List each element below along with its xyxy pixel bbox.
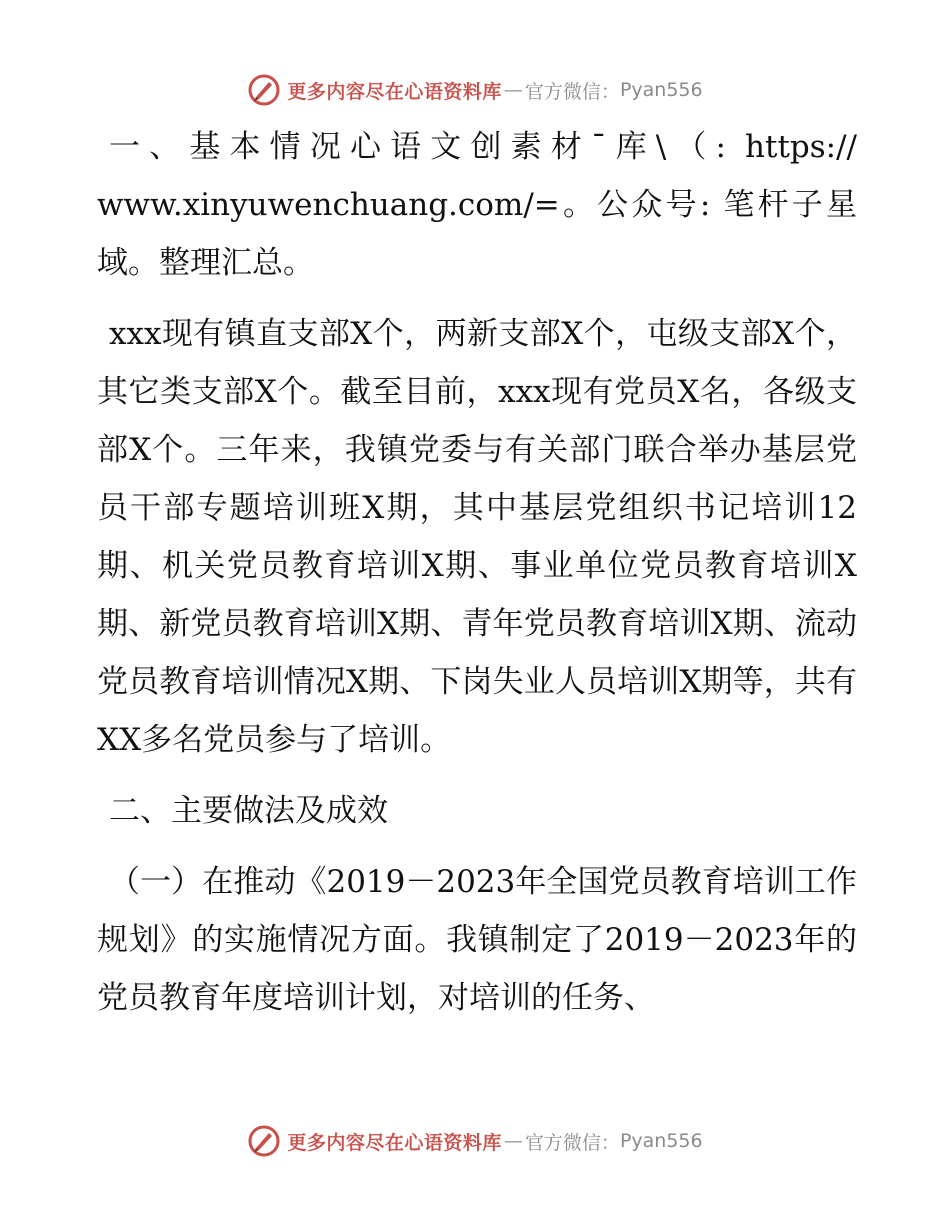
watermark-site-text: 更多内容尽在心语资料库 (287, 1131, 502, 1154)
watermark-wechat-label: 官方微信： (524, 1131, 620, 1154)
section-heading-practices: 二、主要做法及成效 (109, 793, 388, 829)
watermark-wechat-label: 官方微信： (524, 80, 620, 103)
paragraph-basic-situation: 一、基本情况心语文创素材¯库\（: https:// www.xinyuwenchuang.com/=。公众号: 笔杆子星域。整理汇总。 (97, 129, 857, 281)
watermark-separator: — (503, 79, 523, 101)
watermark-separator: — (503, 1130, 523, 1152)
watermark-wechat-id: Pyan556 (619, 1130, 703, 1152)
paragraph-implementation: （一）在推动《2019－2023年全国党员教育培训工作规划》的实施情况方面。我镇制定了2019－2023年的党员教育年度培训计划，对培训的任务、 (97, 864, 857, 1016)
footer-watermark (0, 1121, 950, 1161)
header-watermark (0, 70, 950, 110)
document-body (97, 118, 857, 1040)
quill-pen-seal-icon (247, 1124, 281, 1158)
watermark-wechat-id: Pyan556 (619, 79, 703, 101)
paragraph-statistics: xxx现有镇直支部X个，两新支部X个，屯级支部X个，其它类支部X个。截至目前，xxx现有党员X名，各级支部X个。三年来，我镇党委与有关部门联合举办基层党员干部专题培训班X期，其中基层党组织书记培训12期、机关党员教育培训X期、事业单位党员教育培训X期、新党员教育培训X期、青年党员教育培训X期、流动党员教育培训情况X期、下岗失业人员培训X期等，共有XX多名党员参与了培训。 (97, 316, 857, 758)
quill-pen-seal-icon (247, 73, 281, 107)
watermark-site-text: 更多内容尽在心语资料库 (287, 80, 502, 103)
